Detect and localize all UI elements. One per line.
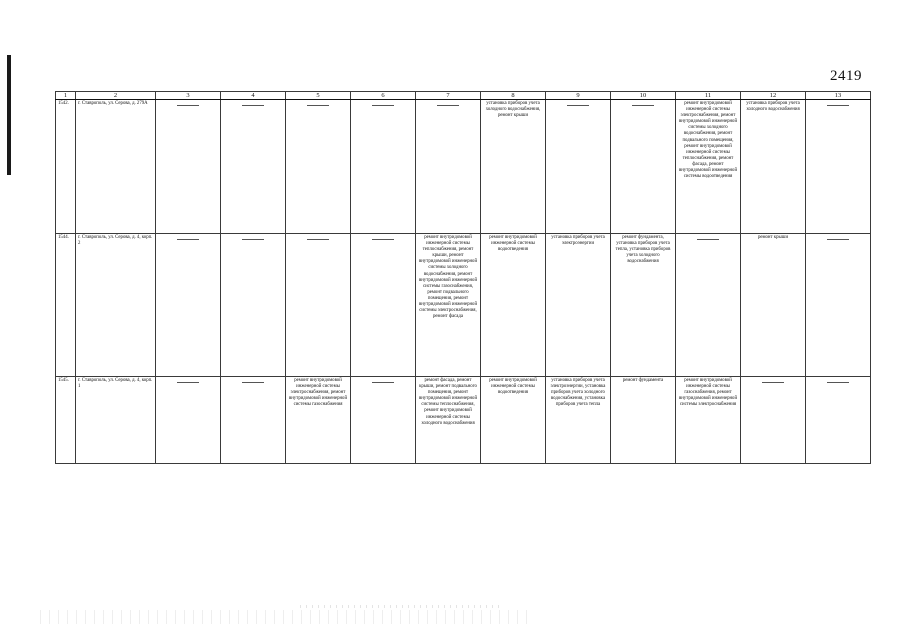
dash-mark <box>827 382 849 383</box>
column-number: 7 <box>416 92 481 100</box>
dash-mark <box>242 239 264 240</box>
work-type-cell: ремонт внутридомовой инженерной системы электроснабжения, ремонт внутридомовой инженерной системы газоснабжения <box>286 377 351 464</box>
work-type-cell: ремонт фундамента, установка приборов учета тепла, установка приборов учета холодного водоснабжения <box>611 234 676 377</box>
empty-dash-cell <box>156 377 221 464</box>
row-number: 1545. <box>56 377 76 464</box>
work-type-cell: ремонт крыши <box>741 234 806 377</box>
empty-dash-cell <box>416 100 481 234</box>
work-type-cell: ремонт фасада, ремонт крыши, ремонт подвального помещения, ремонт внутридомовой инженерной системы теплоснабжения, ремонт внутридомовой инженерной системы холодного водоснабжения <box>416 377 481 464</box>
empty-dash-cell <box>806 234 871 377</box>
column-number-row <box>56 92 871 100</box>
dash-mark <box>177 382 199 383</box>
empty-dash-cell <box>546 100 611 234</box>
address-cell: г. Ставрополь, ул. Серова, д. 279А <box>76 100 156 234</box>
dash-mark <box>307 105 329 106</box>
work-type-cell: установка приборов учета холодного водоснабжения <box>741 100 806 234</box>
empty-dash-cell <box>611 100 676 234</box>
dash-mark <box>567 105 589 106</box>
dash-mark <box>242 382 264 383</box>
column-number: 3 <box>156 92 221 100</box>
empty-dash-cell <box>806 377 871 464</box>
empty-dash-cell <box>741 377 806 464</box>
repair-schedule-table <box>55 91 871 464</box>
dash-mark <box>177 239 199 240</box>
dash-mark <box>762 382 784 383</box>
empty-dash-cell <box>221 377 286 464</box>
dash-mark <box>437 105 459 106</box>
dash-mark <box>827 105 849 106</box>
page-number: 2419 <box>830 68 862 84</box>
work-type-cell: ремонт внутридомовой инженерной системы газоснабжения, ремонт внутридомовой инженерной системы электроснабжения <box>676 377 741 464</box>
table-row <box>56 377 871 464</box>
column-number: 4 <box>221 92 286 100</box>
dash-mark <box>632 105 654 106</box>
column-number: 10 <box>611 92 676 100</box>
dash-mark <box>372 382 394 383</box>
address-cell: г. Ставрополь, ул. Серова, д. 4, корп. 2 <box>76 234 156 377</box>
work-type-cell: установка приборов учета холодного водоснабжения, ремонт крыши <box>481 100 546 234</box>
dash-mark <box>827 239 849 240</box>
empty-dash-cell <box>221 100 286 234</box>
table-row <box>56 100 871 234</box>
dash-mark <box>697 239 719 240</box>
dash-mark <box>307 239 329 240</box>
empty-dash-cell <box>351 377 416 464</box>
dash-mark <box>242 105 264 106</box>
dash-mark <box>372 239 394 240</box>
address-cell: г. Ставрополь, ул. Серова, д. 4, корп. 1 <box>76 377 156 464</box>
table-row <box>56 234 871 377</box>
scan-noise <box>300 605 500 608</box>
empty-dash-cell <box>806 100 871 234</box>
work-type-cell: ремонт внутридомовой инженерной системы теплоснабжения, ремонт крыши, ремонт внутридомовой инженерной системы холодного водоснабжения, ремонт внутридомовой инженерной системы газоснабжения, ремонт подвального помещения, ремонт внутридомовой инженерной системы электроснабжения, ремонт фасада <box>416 234 481 377</box>
dash-mark <box>372 105 394 106</box>
column-number: 1 <box>56 92 76 100</box>
work-type-cell: установка приборов учета электроэнергии, установка приборов учета холодного водоснабжения, установка приборов учета тепла <box>546 377 611 464</box>
column-number: 6 <box>351 92 416 100</box>
column-number: 9 <box>546 92 611 100</box>
work-type-cell: ремонт внутридомовой инженерной системы водоотведения <box>481 234 546 377</box>
column-number: 5 <box>286 92 351 100</box>
empty-dash-cell <box>156 100 221 234</box>
empty-dash-cell <box>286 100 351 234</box>
work-type-cell: ремонт внутридомовой инженерной системы водоотведения <box>481 377 546 464</box>
work-type-cell: установка приборов учета электроэнергии <box>546 234 611 377</box>
column-number: 11 <box>676 92 741 100</box>
empty-dash-cell <box>156 234 221 377</box>
column-number: 12 <box>741 92 806 100</box>
empty-dash-cell <box>351 100 416 234</box>
scan-noise <box>40 610 530 624</box>
empty-dash-cell <box>221 234 286 377</box>
scan-edge-mark <box>7 55 11 175</box>
empty-dash-cell <box>676 234 741 377</box>
column-number: 13 <box>806 92 871 100</box>
work-type-cell: ремонт фундамента <box>611 377 676 464</box>
dash-mark <box>177 105 199 106</box>
empty-dash-cell <box>286 234 351 377</box>
column-number: 8 <box>481 92 546 100</box>
empty-dash-cell <box>351 234 416 377</box>
row-number: 1542. <box>56 100 76 234</box>
row-number: 1544. <box>56 234 76 377</box>
column-number: 2 <box>76 92 156 100</box>
work-type-cell: ремонт внутридомовой инженерной системы электроснабжения, ремонт внутридомовой инженерной системы холодного водоснабжения, ремонт подвального помещения, ремонт внутридомовой инженерной системы теплоснабжения, ремонт фасада, ремонт внутридомовой инженерной системы водоотведения <box>676 100 741 234</box>
